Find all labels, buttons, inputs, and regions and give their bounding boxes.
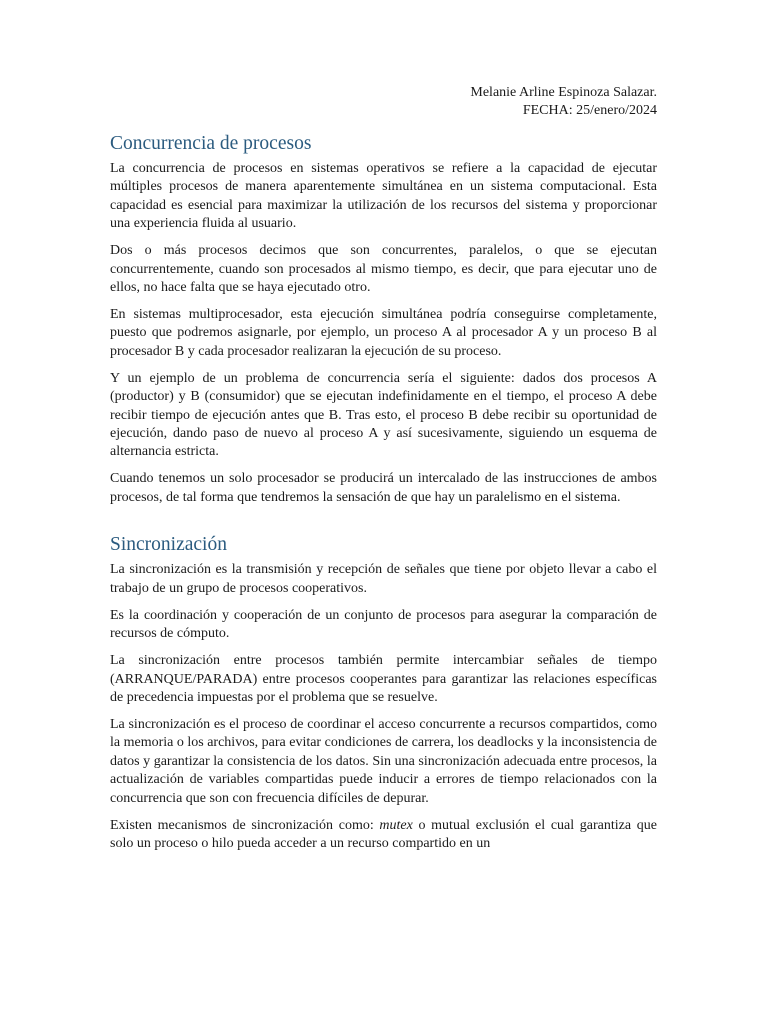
paragraph xyxy=(110,817,657,854)
author-block xyxy=(110,84,657,120)
section-heading-sincronizacion: Sincronización xyxy=(110,534,227,556)
paragraph: Y un ejemplo de un problema de concurrencia sería el siguiente: dados dos procesos A (productor) y B (consumidor) que se ejecutan indefinidamente en el tiempo, el proceso A debe recibir tiempo de ejecución antes que B. Tras esto, el proceso B debe recibir su oportunidad de ejecución, dando paso de nuevo al proceso A y así sucesivamente, siguiendo un esquema de alternancia estricta. xyxy=(110,370,657,460)
paragraph-text: o mutual exclusión el cual garantiza que solo un proceso o hilo pueda acceder a un recurso compartido en un xyxy=(110,817,657,851)
paragraph: La sincronización es el proceso de coordinar el acceso concurrente a recursos compartidos, como la memoria o los archivos, para evitar condiciones de carrera, los deadlocks y la inconsistencia de datos y garantizar la consistencia de los datos. Sin una sincronización adecuada entre procesos, la actualización de variables compartidas puede inducir a errores de tiempo relacionados con la concurrencia que son con frecuencia difíciles de depurar. xyxy=(110,716,657,806)
section-heading-concurrencia: Concurrencia de procesos xyxy=(110,133,312,154)
paragraph: La concurrencia de procesos en sistemas operativos se refiere a la capacidad de ejecutar múltiples procesos de manera aparentemente simultánea en un sistema computacional. Esta capacidad es esencial para maximizar la utilización de los recursos del sistema y proporcionar una experiencia fluida al usuario. xyxy=(110,161,657,232)
document-page xyxy=(110,84,657,862)
paragraph: Es la coordinación y cooperación de un conjunto de procesos para asegurar la comparación de recursos de cómputo. xyxy=(110,607,657,642)
document-date: FECHA: 25/enero/2024 xyxy=(522,103,657,118)
paragraph: La sincronización es la transmisión y recepción de señales que tiene por objeto llevar a cabo el trabajo de un grupo de procesos cooperativos. xyxy=(110,562,657,596)
paragraph: En sistemas multiprocesador, esta ejecución simultánea podría conseguirse completamente, puesto que podremos asignarle, por ejemplo, un proceso A al procesador A y un proceso B al procesador B y cada procesador realizaran la ejecución de su proceso. xyxy=(110,307,657,359)
paragraph: Dos o más procesos decimos que son concurrentes, paralelos, o que se ejecutan concurrentemente, cuando son procesados al mismo tiempo, es decir, que para ejecutar uno de ellos, no hace falta que se haya ejecutado otro. xyxy=(110,243,657,296)
paragraph-text: Existen mecanismos de sincronización como: xyxy=(110,817,380,833)
mutex-term: mutex xyxy=(379,817,413,833)
paragraph: La sincronización entre procesos también permite intercambiar señales de tiempo (ARRANQUE/PARADA) entre procesos cooperantes para garantizar las relaciones específicas de precedencia impuestas por el problema que se resuelve. xyxy=(110,653,657,705)
paragraph: Cuando tenemos un solo procesador se producirá un intercalado de las instrucciones de ambos procesos, de tal forma que tendremos la sensación de que hay un paralelismo en el sistema. xyxy=(110,471,657,505)
author-name: Melanie Arline Espinoza Salazar. xyxy=(470,85,657,100)
